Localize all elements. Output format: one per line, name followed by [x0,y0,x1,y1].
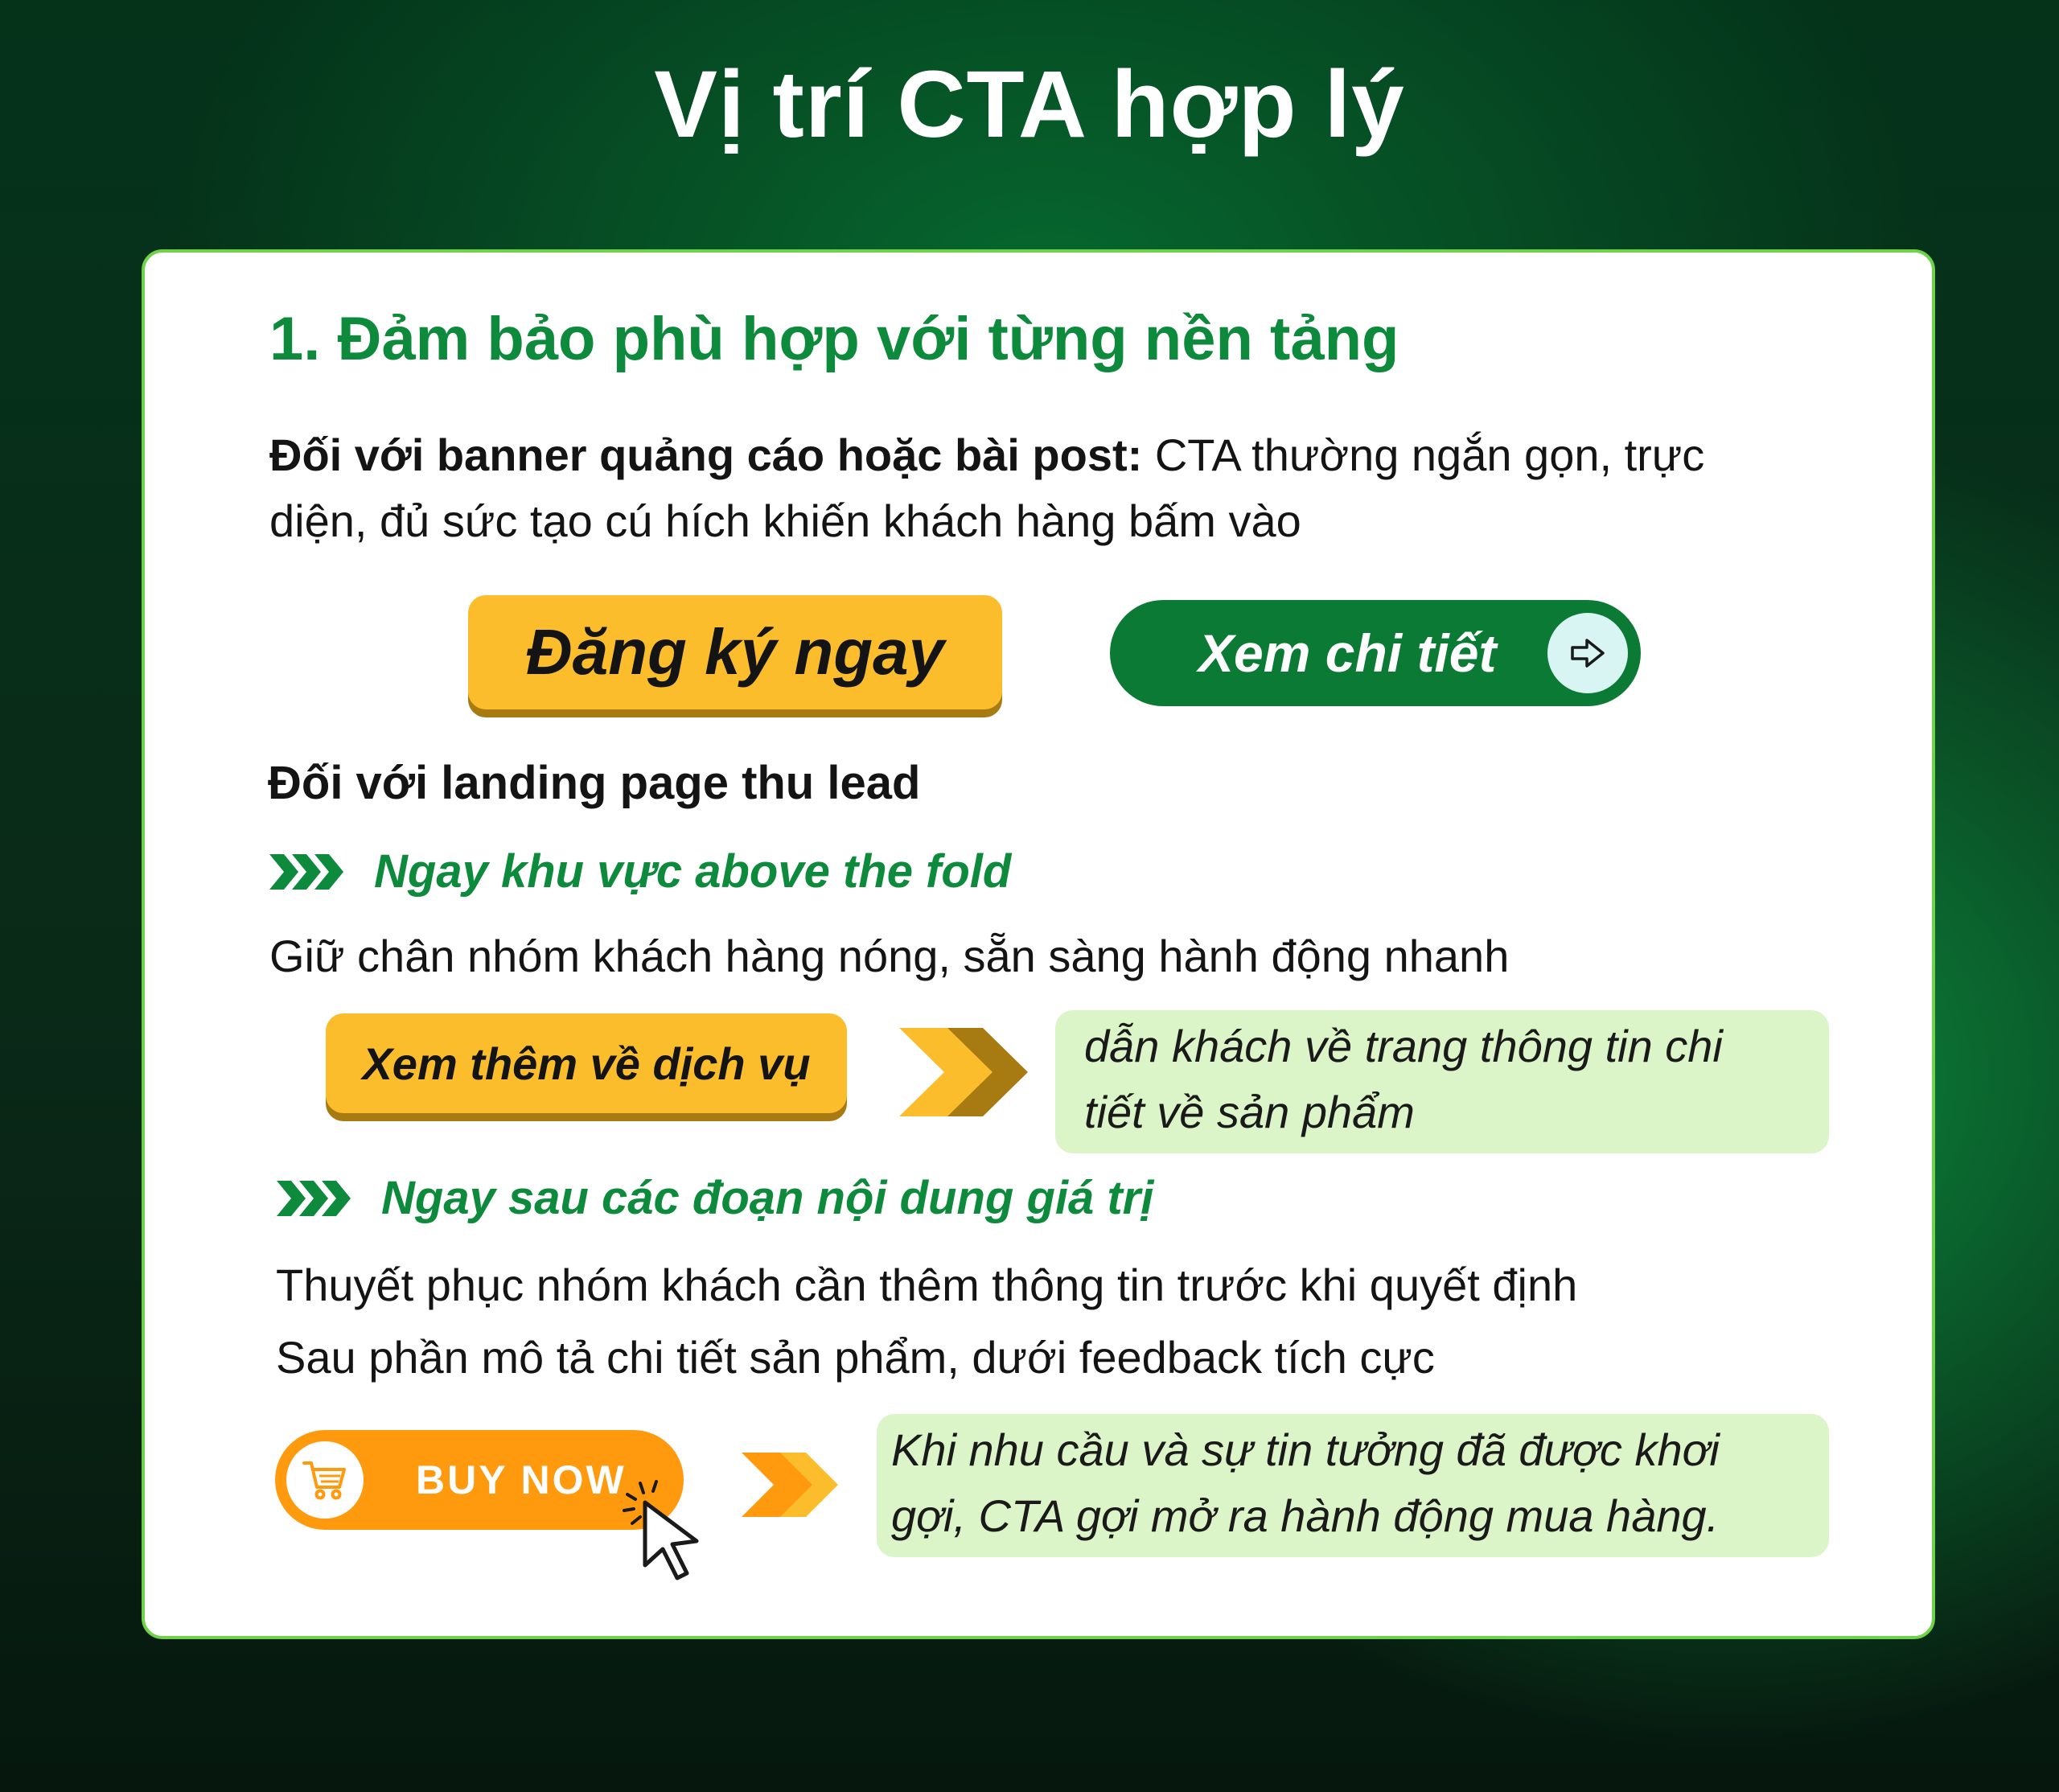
banner-line-2: diện, đủ sức tạo cú hích khiến khách hàng bấm vào [269,495,1301,546]
double-chevron-arrow-icon [742,1453,840,1517]
after-content-desc [276,1249,1577,1394]
after-content-title: Ngay sau các đoạn nội dung giá trị [381,1172,1154,1224]
after-content-heading [275,1171,1153,1225]
mouse-pointer-icon [621,1478,709,1584]
triple-chevron-icon [268,851,345,893]
page-title: Vị trí CTA hợp lý [654,51,1405,158]
view-details-button[interactable] [1110,600,1641,706]
above-fold-title: Ngay khu vực above the fold [374,845,1012,898]
triple-chevron-icon [275,1178,352,1219]
above-fold-heading [268,845,1011,898]
banner-line-1 [269,422,1838,488]
section-title: 1. Đảm bảo phù hợp với từng nền tảng [269,305,1399,373]
after-content-note [877,1414,1829,1557]
after-content-note-line-2: gợi, CTA gợi mở ra hành động mua hàng. [891,1490,1720,1541]
banner-lead-bold: Đối với banner quảng cáo hoặc bài post: [269,430,1143,480]
after-content-desc-line-1: Thuyết phục nhóm khách cần thêm thông tin trước khi quyết định [276,1260,1578,1310]
landing-heading: Đối với landing page thu lead [268,757,921,809]
register-now-button[interactable]: Đăng ký ngay [468,595,1002,709]
above-fold-note [1055,1010,1829,1153]
cart-icon [286,1441,364,1519]
above-fold-desc: Giữ chân nhóm khách hàng nóng, sẵn sàng hành động nhanh [269,931,1510,981]
banner-paragraph [269,422,1838,554]
see-more-service-button[interactable]: Xem thêm về dịch vụ [326,1013,847,1113]
arrow-right-icon [1547,613,1628,693]
banner-lead-rest: CTA thường ngắn gọn, trực [1142,430,1705,480]
double-chevron-arrow-icon [899,1028,1030,1116]
buy-now-label: BUY NOW [416,1457,627,1502]
above-fold-note-line-1: dẫn khách về trang thông tin chi [1084,1021,1723,1071]
after-content-note-line-1: Khi nhu cầu và sự tin tưởng đã được khơi [891,1424,1720,1475]
after-content-desc-line-2: Sau phần mô tả chi tiết sản phẩm, dưới feedback tích cực [276,1332,1435,1383]
view-details-label: Xem chi tiết [1198,623,1497,683]
above-fold-note-line-2: tiết về sản phẩm [1084,1087,1415,1137]
